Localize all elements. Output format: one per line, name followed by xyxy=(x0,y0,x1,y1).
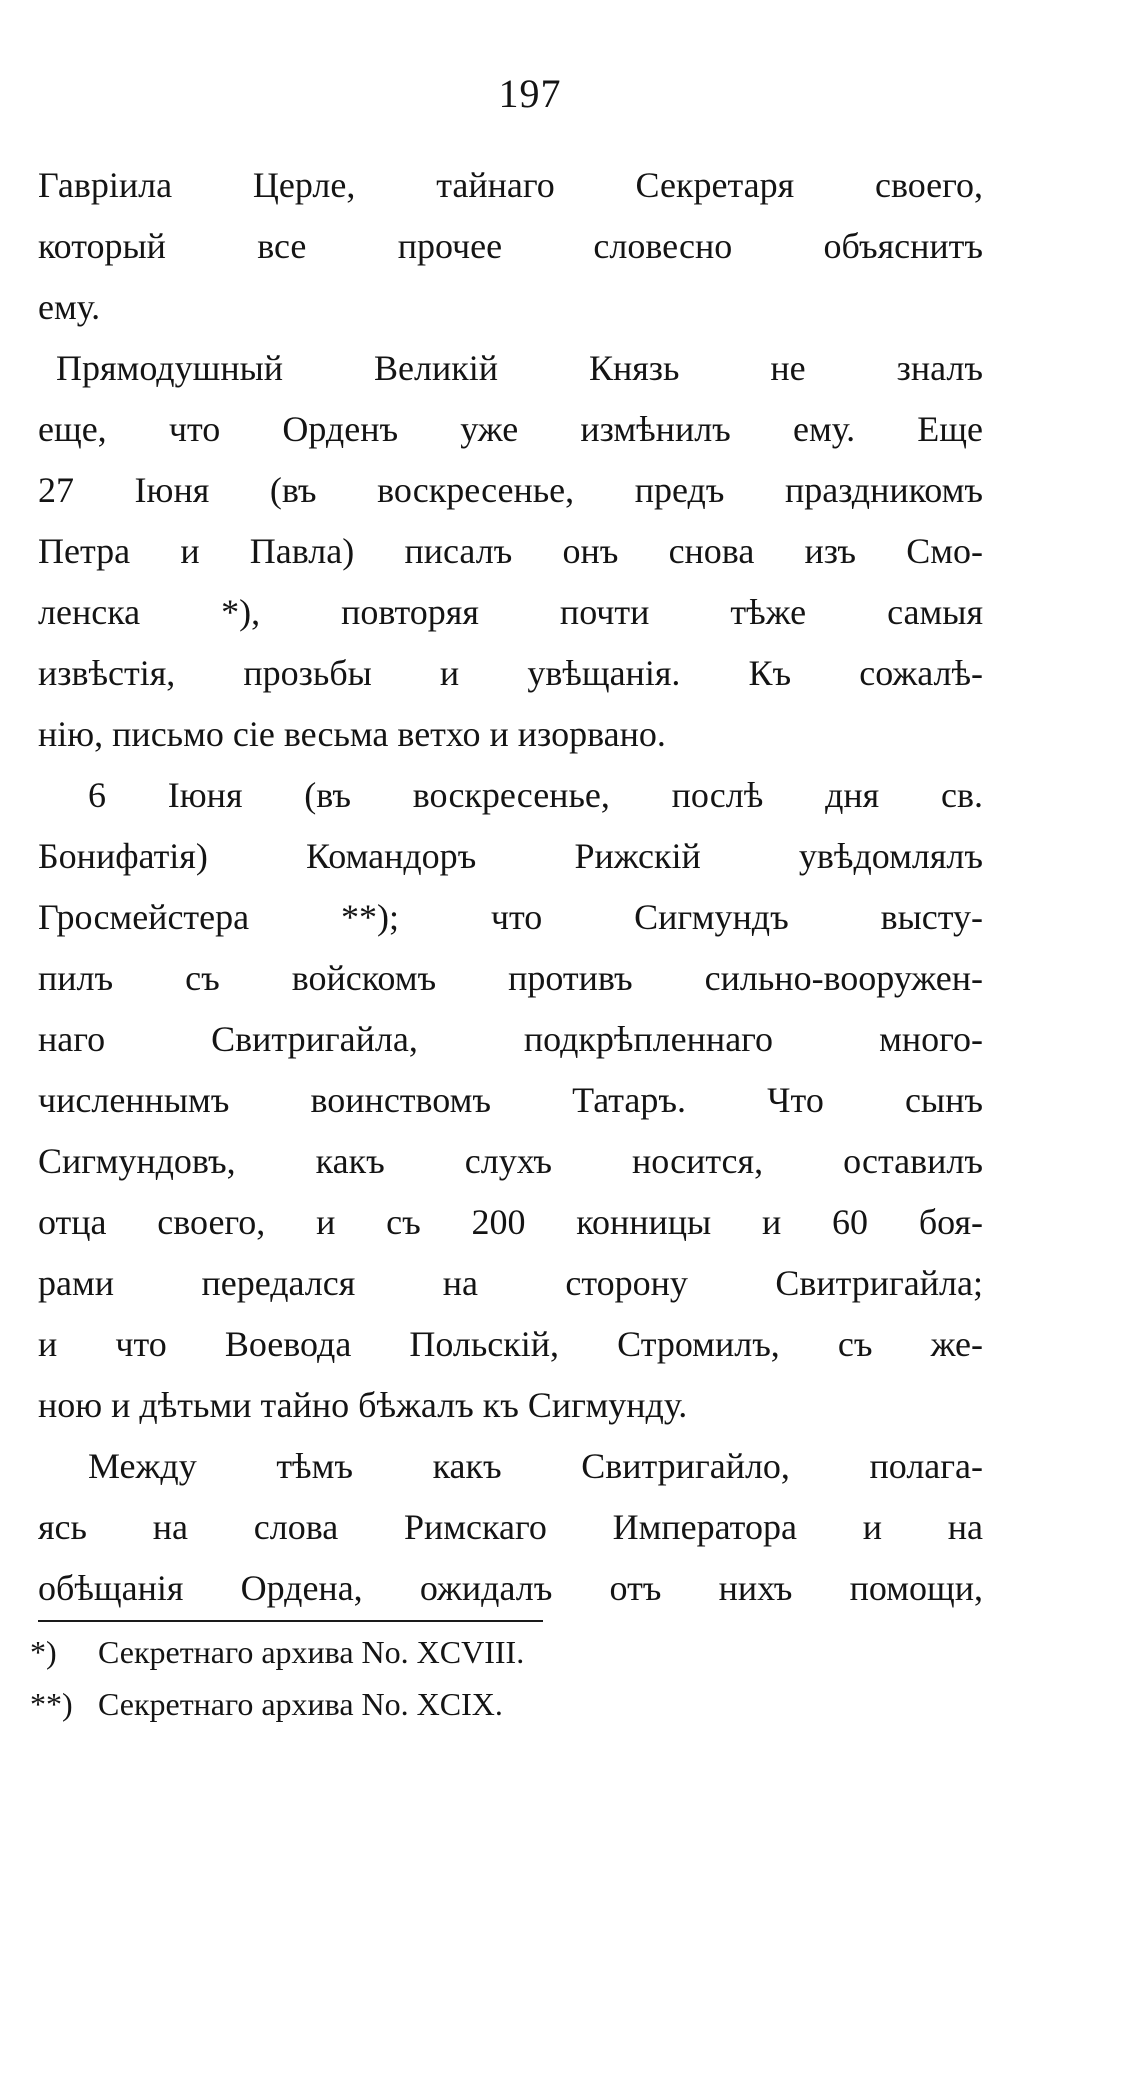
text-line: пилъ съ войскомъ противъ сильно-вооружен- xyxy=(38,958,983,998)
footnote-divider xyxy=(38,1620,543,1622)
text-line: Сигмундовъ, какъ слухъ носится, оставилъ xyxy=(38,1141,983,1181)
text-line: еще, что Орденъ уже измѣнилъ ему. Еще xyxy=(38,409,983,449)
text-line: и что Воевода Польскій, Стромилъ, съ же- xyxy=(38,1324,983,1364)
text-line: наго Свитригайла, подкрѣпленнаго много- xyxy=(38,1019,983,1059)
text-line: Бонифатія) Командоръ Рижскій увѣдомлялъ xyxy=(38,836,983,876)
footnote-mark: **) xyxy=(30,1686,73,1722)
footnotes xyxy=(30,1626,730,1730)
footnote xyxy=(30,1678,730,1730)
paragraph-start-line: Между тѣмъ какъ Свитригайло, полага- xyxy=(88,1446,983,1486)
text-line: 27 Іюня (въ воскресенье, предъ праздникомъ xyxy=(38,470,983,510)
footnote-mark: *) xyxy=(30,1634,57,1670)
text-line: Гросмейстера **); что Сигмундъ высту- xyxy=(38,897,983,937)
text-line: извѣстія, прозьбы и увѣщанія. Къ сожалѣ- xyxy=(38,653,983,693)
footnote xyxy=(30,1626,730,1678)
text-line: отца своего, и съ 200 конницы и 60 боя- xyxy=(38,1202,983,1242)
body-text xyxy=(38,155,983,1619)
text-line: Гавріила Церле, тайнаго Секретаря своего, xyxy=(38,165,983,205)
paragraph-start-line: Прямодушный Великій Князь не зналъ xyxy=(56,348,983,388)
text-line: ему. xyxy=(38,287,101,327)
text-line: ленска *), повторяя почти тѣже самыя xyxy=(38,592,983,632)
footnote-text: Секретнаго архива No. XCVIII. xyxy=(98,1634,525,1670)
page-number: 197 xyxy=(498,71,562,116)
text-line: рами передался на сторону Свитригайла; xyxy=(38,1263,983,1303)
footnote-text: Секретнаго архива No. XCIX. xyxy=(98,1686,503,1722)
text-line: нію, письмо сіе весьма ветхо и изорвано. xyxy=(38,714,666,754)
text-line: ясь на слова Римскаго Императора и на xyxy=(38,1507,983,1547)
text-line: обѣщанія Ордена, ожидалъ отъ нихъ помощи, xyxy=(38,1568,983,1608)
paragraph-start-line: 6 Іюня (въ воскресенье, послѣ дня св. xyxy=(88,775,983,815)
text-line: ною и дѣтьми тайно бѣжалъ къ Сигмунду. xyxy=(38,1385,688,1425)
text-line: Петра и Павла) писалъ онъ снова изъ Смо- xyxy=(38,531,983,571)
text-line: который все прочее словесно объяснитъ xyxy=(38,226,983,266)
text-line: численнымъ воинствомъ Татаръ. Что сынъ xyxy=(38,1080,983,1120)
